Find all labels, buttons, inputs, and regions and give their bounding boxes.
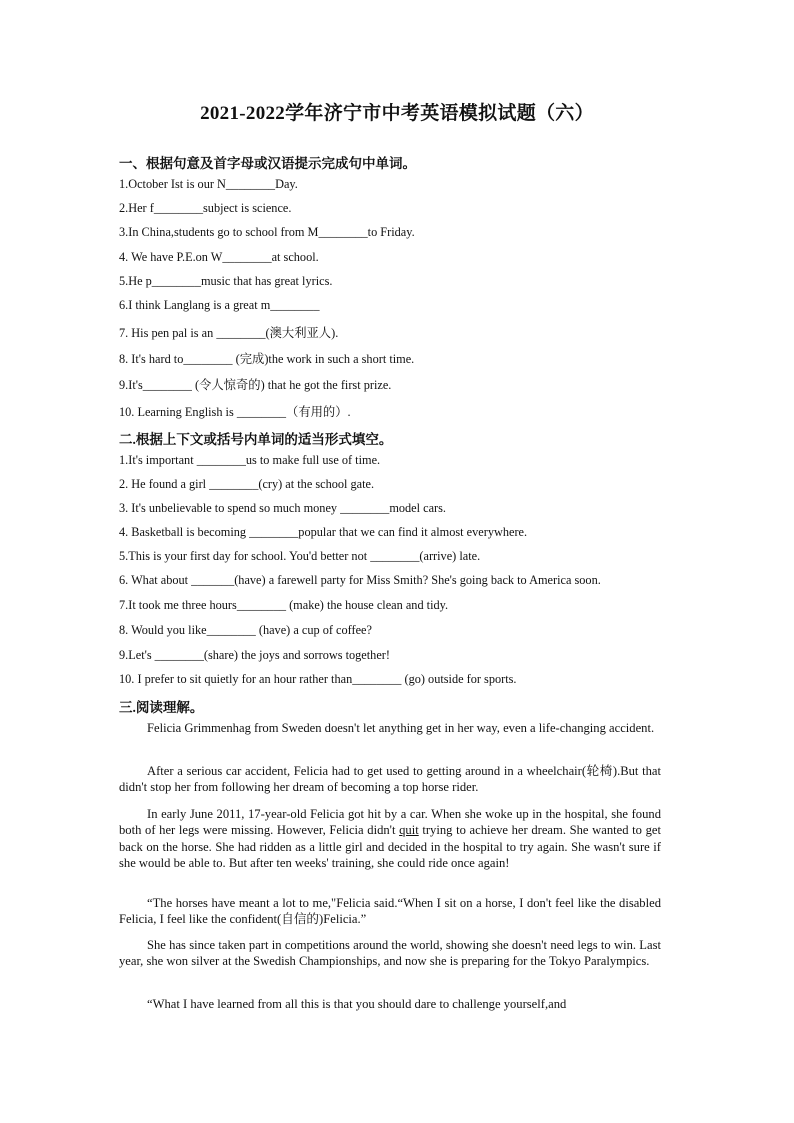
- s2-question-1: 1.It's important ________us to make full use of time.: [119, 453, 381, 467]
- s1-question-8: 8. It's hard to________ (完成)the work in such a short time.: [119, 352, 415, 366]
- section-3-heading: 三.阅读理解。: [119, 700, 204, 715]
- section-2-heading: 二.根据上下文或括号内单词的适当形式填空。: [119, 432, 393, 447]
- s2-question-4: 4. Basketball is becoming ________popular that we can find it almost everywhere.: [119, 525, 528, 539]
- underlined-word: quit: [399, 823, 419, 838]
- s1-question-4: 4. We have P.E.on W________at school.: [119, 250, 319, 264]
- s2-question-3: 3. It's unbelievable to spend so much money ________model cars.: [119, 501, 446, 515]
- s1-question-6: 6.I think Langlang is a great m________: [119, 298, 320, 312]
- s1-question-7: 7. His pen pal is an ________(澳大利亚人).: [119, 326, 339, 340]
- s2-question-2: 2. He found a girl ________(cry) at the school gate.: [119, 477, 375, 491]
- section-1-heading: 一、根据句意及首字母或汉语提示完成句中单词。: [119, 156, 416, 171]
- s1-question-3: 3.In China,students go to school from M________to Friday.: [119, 225, 415, 239]
- s2-question-10: 10. I prefer to sit quietly for an hour rather than________ (go) outside for sports.: [119, 672, 517, 686]
- s1-question-5: 5.He p________music that has great lyrics.: [119, 274, 333, 288]
- reading-paragraph-6: “What I have learned from all this is that you should dare to challenge yourself,and: [147, 997, 567, 1011]
- reading-paragraph-5: She has since taken part in competitions around the world, showing she doesn't need legs to win. Last year, she won silver at the Swedish Championships, and now she is preparing for the Tokyo Paralympics.: [119, 938, 661, 969]
- s1-question-1: 1.October Ist is our N________Day.: [119, 177, 298, 191]
- s1-question-9: 9.It's________ (令人惊奇的) that he got the first prize.: [119, 378, 392, 392]
- reading-paragraph-3: In early June 2011, 17-year-old Felicia got hit by a car. When she woke up in the hospital, she found both of her legs were missing. However, Felicia didn't quit trying to achieve her dream. She wanted to get back on the horse. She had ridden as a little girl and decided in the hospital to try again. She wasn't sure if she would be able to. But after ten weeks' training, she could ride once again!: [119, 807, 661, 871]
- s2-question-5: 5.This is your first day for school. You'd better not ________(arrive) late.: [119, 549, 481, 563]
- reading-paragraph-1: Felicia Grimmenhag from Sweden doesn't let anything get in her way, even a life-changing accident.: [147, 721, 655, 735]
- s2-question-6: 6. What about _______(have) a farewell party for Miss Smith? She's going back to America soon.: [119, 573, 601, 587]
- page-title: 2021-2022学年济宁市中考英语模拟试题（六）: [200, 103, 594, 124]
- s1-question-10: 10. Learning English is ________（有用的）.: [119, 405, 351, 419]
- s1-question-2: 2.Her f________subject is science.: [119, 201, 292, 215]
- s2-question-9: 9.Let's ________(share) the joys and sorrows together!: [119, 648, 390, 662]
- reading-paragraph-4: “The horses have meant a lot to me,"Felicia said.“When I sit on a horse, I don't feel like the disabled Felicia, I feel like the confident(自信的)Felicia.”: [119, 896, 661, 927]
- s2-question-8: 8. Would you like________ (have) a cup of coffee?: [119, 623, 372, 637]
- reading-paragraph-2: After a serious car accident, Felicia had to get used to getting around in a wheelchair(轮椅).But that didn't stop her from following her dream of becoming a top horse rider.: [119, 764, 661, 795]
- s2-question-7: 7.It took me three hours________ (make) the house clean and tidy.: [119, 598, 449, 612]
